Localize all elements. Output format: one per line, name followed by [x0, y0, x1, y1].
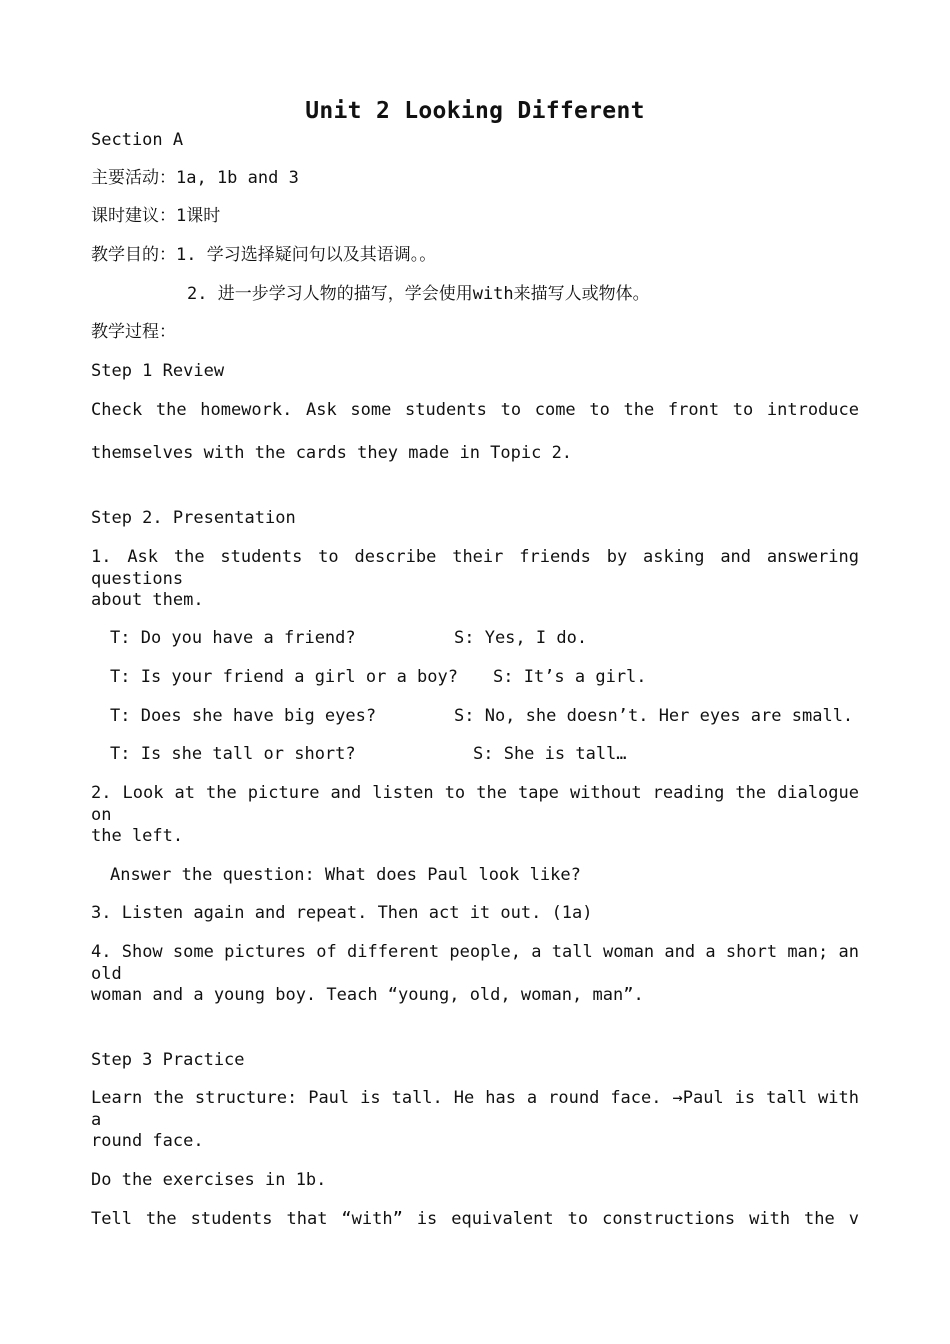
- step2-item1-line2: about them.: [91, 590, 204, 610]
- dialogue-teacher-1: T: Do you have a friend?: [110, 628, 356, 648]
- dialogue-student-2: S: It’s a girl.: [493, 667, 647, 687]
- section-label: Section A: [91, 130, 184, 150]
- main-activity: 主要活动：1a, 1b and 3: [91, 168, 299, 188]
- step2-item4-line1: 4. Show some pictures of different people, a tall woman and a short man; an old: [91, 942, 859, 984]
- objective-2: 2. 进一步学习人物的描写，学会使用with来描写人或物体。: [187, 284, 650, 304]
- step3-line1: Learn the structure: Paul is tall. He has a round face. →Paul is tall with a: [91, 1088, 859, 1130]
- step2-item1-line1: 1. Ask the students to describe their friends by asking and answering questions: [91, 547, 859, 589]
- step3-line4: Tell the students that “with” is equivalent to constructions with the v: [91, 1209, 859, 1229]
- step1-heading: Step 1 Review: [91, 361, 225, 381]
- step1-line1: Check the homework. Ask some students to come to the front to introduce: [91, 400, 859, 420]
- step3-line2: round face.: [91, 1131, 204, 1151]
- page-title: Unit 2 Looking Different: [305, 98, 645, 124]
- step2-heading: Step 2. Presentation: [91, 508, 296, 528]
- step3-heading: Step 3 Practice: [91, 1050, 245, 1070]
- step2-item3: 3. Listen again and repeat. Then act it out. (1a): [91, 903, 593, 923]
- step2-item2-line1: 2. Look at the picture and listen to the tape without reading the dialogue on: [91, 783, 859, 825]
- step3-line3: Do the exercises in 1b.: [91, 1170, 327, 1190]
- dialogue-teacher-3: T: Does she have big eyes?: [110, 706, 377, 726]
- step2-item2-line2: the left.: [91, 826, 184, 846]
- dialogue-teacher-2: T: Is your friend a girl or a boy?: [110, 667, 458, 687]
- period-suggestion: 课时建议：1课时: [91, 206, 221, 226]
- step1-line2: themselves with the cards they made in Topic 2.: [91, 443, 573, 463]
- step2-item4-line2: woman and a young boy. Teach “young, old, woman, man”.: [91, 985, 644, 1005]
- dialogue-student-1: S: Yes, I do.: [454, 628, 588, 648]
- process-heading: 教学过程：: [91, 322, 176, 342]
- step2-item2-answer: Answer the question: What does Paul look like?: [110, 865, 581, 885]
- objective-1: 教学目的：1. 学习选择疑问句以及其语调。。: [91, 245, 437, 265]
- dialogue-student-3: S: No, she doesn’t. Her eyes are small.: [454, 706, 854, 726]
- dialogue-student-4: S: She is tall…: [473, 744, 627, 764]
- dialogue-teacher-4: T: Is she tall or short?: [110, 744, 356, 764]
